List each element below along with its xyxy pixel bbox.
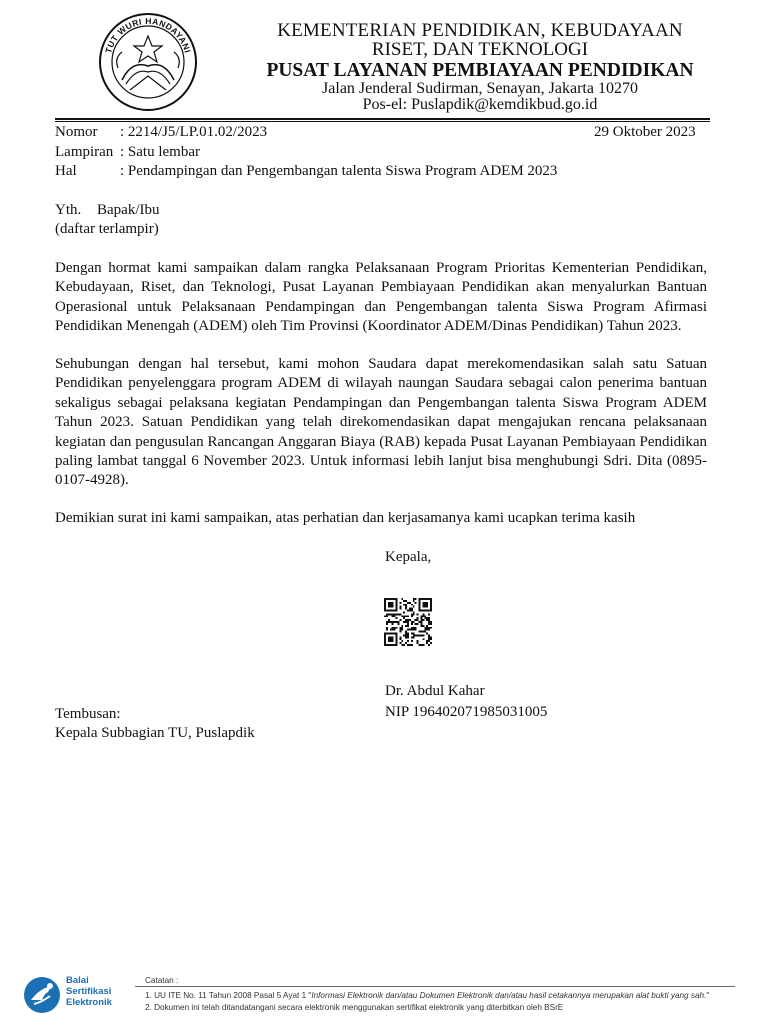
ministry-name-line1: KEMENTERIAN PENDIDIKAN, KEBUDAYAAN [277,20,683,41]
paragraph-line: kegiatan dan pengusulan Rancangan Anggaran Biaya (RAB) kepada Pusat Layanan Pembiayaan Pendidikan [55,433,707,450]
letter-date: 29 Oktober 2023 [594,124,696,140]
catatan-label: Catatan : [145,976,179,985]
footnote-1 [145,991,709,1000]
paragraph-line: Sehubungan dengan hal tersebut, kami mohon Saudara dapat merekomendasikan salah satu Satuan [55,356,707,372]
ministry-name-line2: RISET, DAN TEKNOLOGI [371,39,589,60]
nomor-value: : 2214/J5/LP.01.02/2023 [120,124,268,140]
letterhead-divider [55,118,710,120]
cc-item: Kepala Subbagian TU, Puslapdik [55,725,255,741]
recipient-yth: Yth. [55,202,82,218]
paragraph-line: paling lambat tanggal 6 November 2023. Untuk informasi lebih lanjut bisa menghubungi Sdri. Dita (0895- [55,453,707,470]
paragraph-line: Pendidikan Menengah (ADEM) oleh Tim Provinsi (Koordinator ADEM/Dinas Pendidikan) Tahun 2023. [55,318,682,335]
ministry-logo-icon [92,10,204,114]
letterhead-divider-thin [55,121,710,122]
cc-label: Tembusan: [55,706,121,722]
paragraph-line: Operasional untuk Pelaksanaan Pendampingan dan Pengembangan talenta Siswa Program Afirmasi [55,298,707,315]
paragraph-line: Dengan hormat kami sampaikan dalam rangka Pelaksanaan Program Prioritas Kementerian Pendidikan, [55,260,707,276]
body-paragraph-2 [55,355,707,491]
body-paragraph-1 [55,259,707,337]
paragraph-line: 0107-4928). [55,472,129,489]
closing-sentence: Demikian surat ini kami sampaikan, atas perhatian dan kerjasamanya kami ucapkan terima kasih [55,510,636,526]
email: Pos-el: Puslapdik@kemdikbud.go.id [362,96,598,113]
footnote-1-quote: Informasi Elektronik dan/atau Dokumen Elektronik dan/atau hasil cetakannya merupakan alat bukti yang sah. [311,991,707,1000]
footnote-1-suffix: " [706,991,710,1000]
bsre-line: Sertifikasi [66,986,112,997]
nomor-label: Nomor [55,124,98,140]
footnote-2: 2. Dokumen ini telah ditandatangani secara elektronik menggunakan sertifikat elektronik yang diterbitkan oleh BSrE [145,1003,564,1012]
footnote-1-prefix: 1. UU ITE No. 11 Tahun 2008 Pasal 5 Ayat 1 " [145,991,312,1000]
hal-value: : Pendampingan dan Pengembangan talenta Siswa Program ADEM 2023 [120,163,558,179]
bsre-logo-icon [22,974,62,1016]
recipient-name: Bapak/Ibu [97,202,160,218]
qr-code-icon [384,598,432,646]
footer-divider [135,986,735,987]
recipient-note: (daftar terlampir) [55,221,159,237]
lampiran-label: Lampiran [55,144,114,160]
paragraph-line: Kebudayaan, Riset, dan Teknologi, Pusat Layanan Pembiayaan Pendidikan akan menyalurkan Bantuan [55,279,707,296]
paragraph-line: Tahun 2023. Satuan Pendidikan yang telah direkomendasikan dapat mengajukan rencana pelaksanaan [55,414,707,431]
bsre-line: Elektronik [66,997,112,1008]
paragraph-line: Pendidikan penyelenggara program ADEM di wilayah naungan Saudara sebagai calon penerima bantuan [55,375,707,392]
signatory-nip: NIP 196402071985031005 [385,704,548,720]
signatory-name: Dr. Abdul Kahar [385,683,485,699]
logo-motto: TUT WURI HANDAYANI [103,15,193,55]
bsre-line: Balai [66,975,89,986]
bsre-wordmark [66,975,112,1008]
lampiran-value: : Satu lembar [120,144,200,160]
address: Jalan Jenderal Sudirman, Senayan, Jakarta 10270 [322,80,638,97]
paragraph-line: sekaligus sebagai pelaksana kegiatan Pendampingan dan Pengembangan talenta Siswa Program ADEM [55,394,707,411]
unit-name: PUSAT LAYANAN PEMBIAYAAN PENDIDIKAN [266,60,694,81]
signature-title: Kepala, [385,549,432,565]
hal-label: Hal [55,163,77,179]
